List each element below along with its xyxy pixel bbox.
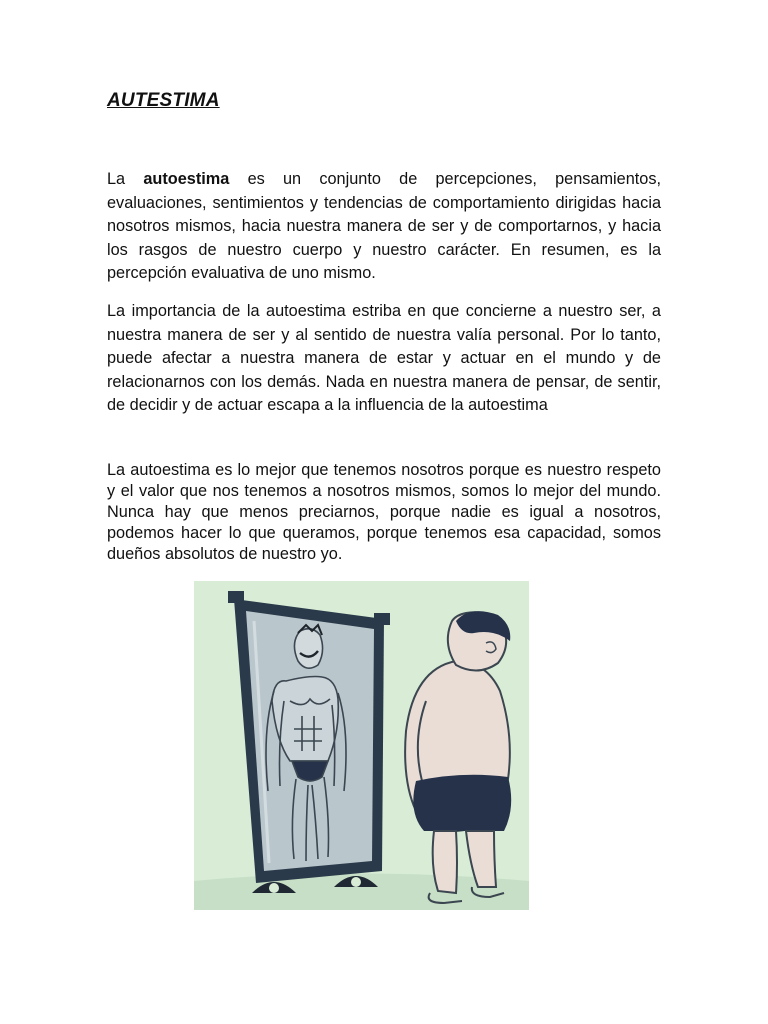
paragraph-importance: La importancia de la autoestima estriba en que concierne a nuestro ser, a nuestra manera de ser y al sentido de nuestra valía personal. Por lo tanto, puede afectar a nuestra manera de estar y actuar en el mundo y de relacionarnos con los demás. Nada en nuestra manera de pensar, de sentir, de decidir y de actuar escapa a la influencia de la autoestima [107, 302, 661, 415]
paragraph-definition-lead: La [107, 170, 144, 188]
mirror-cartoon-illustration [194, 581, 529, 910]
paragraph-definition-rest: es un conjunto de percepciones, pensamientos, evaluaciones, sentimientos y tendencias de comportamiento dirigidas hacia nosotros mismos, hacia nuestra manera de ser y de comportarnos, y hacia los rasgos de nuestro cuerpo y nuestro carácter. En resumen, es la percepción evaluativa de uno mismo. [107, 170, 661, 283]
mirror-tab-right [374, 613, 390, 625]
keyword-autoestima: autoestima [143, 170, 230, 188]
man-ear [486, 642, 496, 653]
mirror-tab-left [228, 591, 244, 603]
page-title: AUTESTIMA [107, 90, 220, 111]
man-leg-left [433, 831, 457, 893]
mirror-stand-left-hole [269, 883, 279, 893]
man-shorts [413, 775, 511, 831]
paragraph-definition [107, 168, 661, 286]
mirror-stand-right-hole [351, 877, 361, 887]
reflection-head [294, 629, 322, 668]
paragraph-conclusion: La autoestima es lo mejor que tenemos nosotros porque es nuestro respeto y el valor que nos tenemos a nosotros mismos, somos lo mejor del mundo. Nunca hay que menos preciarnos, porque nadie es igual a nosotros, podemos hacer lo que queramos, porque tenemos esa capacidad, somos dueños absolutos de nuestro yo. [107, 461, 661, 563]
